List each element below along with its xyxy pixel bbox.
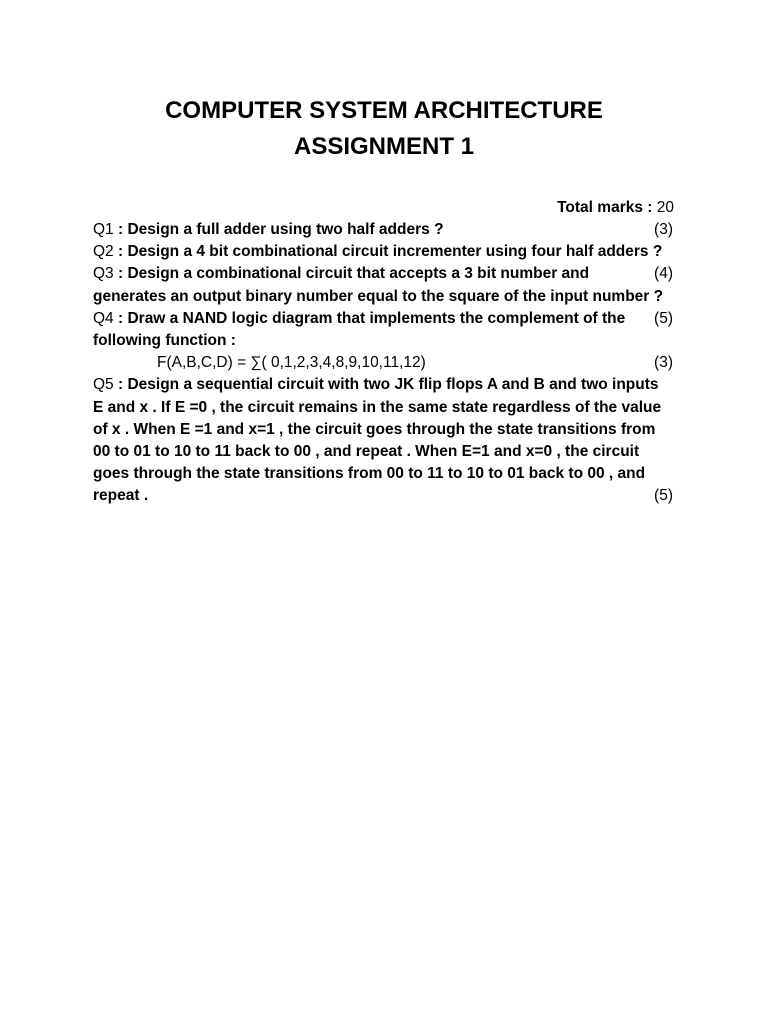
question-4-text: : Draw a NAND logic diagram that implements the complement of the following function : <box>93 309 626 350</box>
document-title: COMPUTER SYSTEM ARCHITECTURE <box>165 97 603 124</box>
question-4-formula: F(A,B,C,D) = ∑( 0,1,2,3,4,8,9,10,11,12) <box>157 354 426 372</box>
question-4-number: Q4 <box>93 309 114 327</box>
question-3-number: Q3 <box>93 265 114 283</box>
question-3-marks: (5) <box>654 309 673 327</box>
question-5-number: Q5 <box>93 376 114 394</box>
question-5-text: : Design a sequential circuit with two JK flip flops A and B and two inputs E and x . If E =0 , the circuit remains in the same state regardless of the value of x . When E =1 and x=1 , the circuit goes through the state transitions from 00 to 01 to 10 to 11 back to 00 , and repeat . When E=1 and x=0 , the circuit goes through the state transitions from 00 to 11 to 10 to 01 back to 00 , and repeat . <box>93 376 662 505</box>
document-subtitle: ASSIGNMENT 1 <box>293 133 475 160</box>
question-4 <box>93 308 673 352</box>
question-3-text: : Design a combinational circuit that accepts a 3 bit number and generates an output binary number equal to the square of the input number ? <box>93 265 664 305</box>
question-1 <box>93 219 673 241</box>
question-2-number: Q2 <box>93 243 114 261</box>
total-marks <box>557 197 674 219</box>
question-2-text: : Design a 4 bit combinational circuit incrementer using four half adders ? <box>113 243 663 261</box>
question-1-marks: (3) <box>654 221 673 238</box>
question-1-number: Q1 <box>93 221 114 238</box>
question-5-marks: (5) <box>654 487 673 505</box>
question-4-marks: (3) <box>654 354 673 372</box>
question-list <box>93 219 673 508</box>
question-4-formula-line <box>93 352 673 374</box>
question-2-marks: (4) <box>654 265 673 283</box>
total-marks-value: 20 <box>656 199 674 216</box>
total-marks-label: Total marks : <box>557 199 653 216</box>
question-5 <box>93 374 673 507</box>
question-1-text: : Design a full adder using two half adders ? <box>113 221 444 238</box>
